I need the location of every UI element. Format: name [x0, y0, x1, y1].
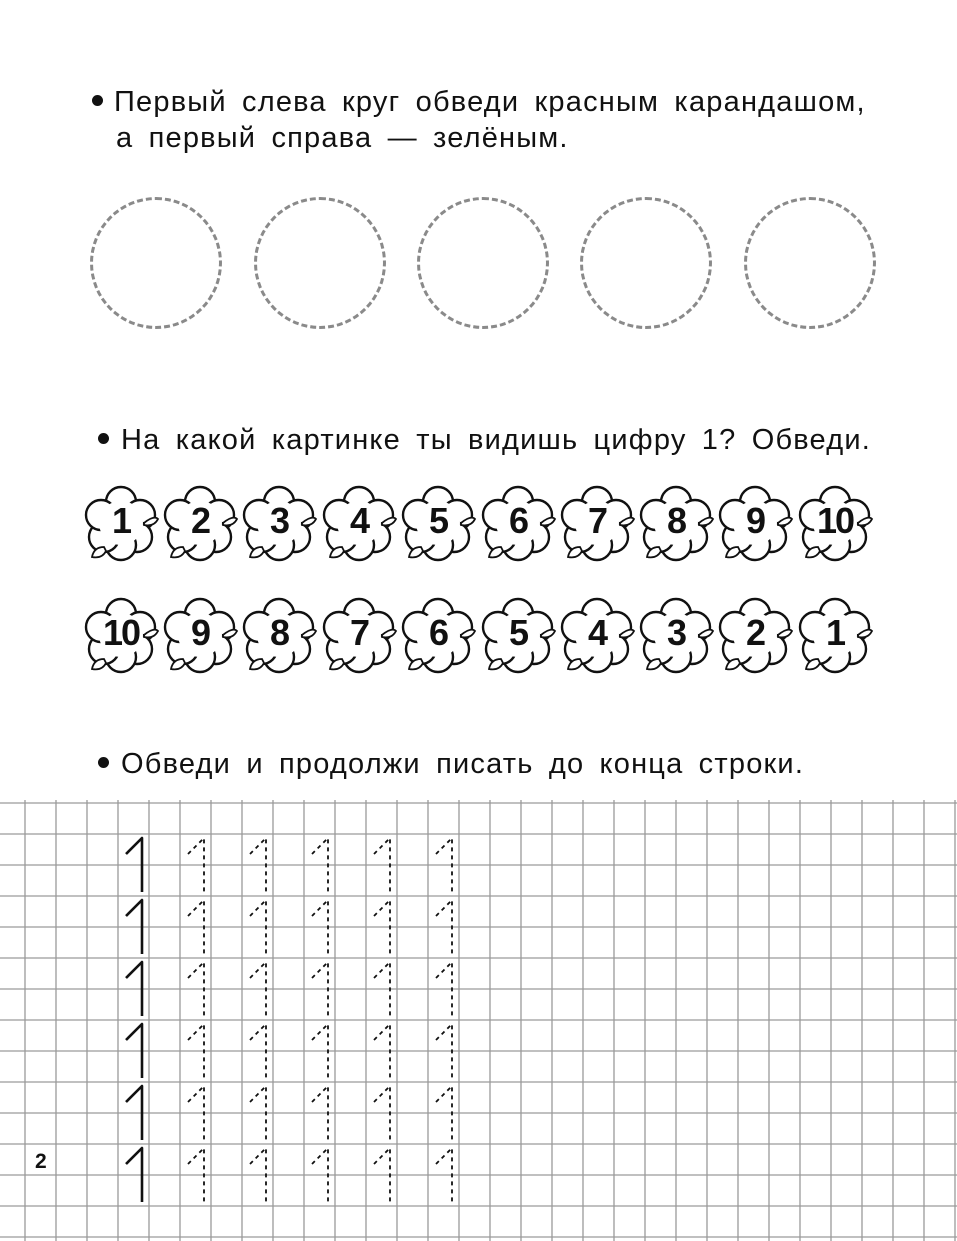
flower-number: 10: [102, 612, 140, 653]
dashed-circle-3[interactable]: [417, 197, 549, 329]
flower-number: 4: [349, 500, 369, 541]
flower-number: 4: [587, 612, 607, 653]
bullet-icon: [92, 95, 103, 106]
bullet-icon: [98, 433, 109, 444]
dashed-circle-1[interactable]: [90, 197, 222, 329]
flower-card[interactable]: [82, 485, 160, 563]
flower-number: 10: [816, 500, 854, 541]
flower-number: 5: [508, 612, 528, 653]
flower-card[interactable]: [558, 597, 636, 675]
flower-number: 7: [587, 500, 607, 541]
flower-number: 9: [190, 612, 210, 653]
flower-card[interactable]: [399, 485, 477, 563]
flower-card[interactable]: [796, 485, 874, 563]
flower-card[interactable]: [479, 485, 557, 563]
task-instruction-line: Обведи и продолжи писать до конца строки.: [121, 748, 805, 780]
flower-number: 3: [666, 612, 686, 653]
flower-card[interactable]: [240, 485, 318, 563]
flower-row-ascending: [0, 485, 957, 565]
flower-number: 8: [666, 500, 686, 541]
flower-number: 2: [190, 500, 210, 541]
flower-card[interactable]: [637, 597, 715, 675]
flower-card[interactable]: [320, 485, 398, 563]
flower-number: 8: [269, 612, 289, 653]
flower-card[interactable]: [796, 597, 874, 675]
flower-number: 5: [428, 500, 448, 541]
grid-lines: [0, 800, 957, 1241]
flower-card[interactable]: [479, 597, 557, 675]
flower-card[interactable]: [637, 485, 715, 563]
flower-number: 6: [508, 500, 528, 541]
dashed-circle-5[interactable]: [744, 197, 876, 329]
flower-card[interactable]: [82, 597, 160, 675]
bullet-icon: [98, 757, 109, 768]
dashed-circle-2[interactable]: [254, 197, 386, 329]
dashed-circle-4[interactable]: [580, 197, 712, 329]
writing-grid[interactable]: [0, 800, 957, 1241]
flower-number: 1: [825, 612, 845, 653]
flower-card[interactable]: [558, 485, 636, 563]
flower-row-descending: [0, 597, 957, 677]
flower-card[interactable]: [161, 485, 239, 563]
flower-number: 9: [745, 500, 765, 541]
flower-card[interactable]: [161, 597, 239, 675]
flower-card[interactable]: [320, 597, 398, 675]
page-number: 2: [35, 1150, 47, 1173]
flower-number: 2: [745, 612, 765, 653]
flower-number: 1: [111, 500, 131, 541]
flower-card[interactable]: [240, 597, 318, 675]
flower-number: 3: [269, 500, 289, 541]
flower-card[interactable]: [716, 597, 794, 675]
flower-card[interactable]: [399, 597, 477, 675]
task-instruction-line: а первый справа — зелёным.: [116, 122, 569, 154]
task-instruction-line: На какой картинке ты видишь цифру 1? Обведи.: [121, 424, 872, 456]
flower-card[interactable]: [716, 485, 794, 563]
flower-number: 7: [349, 612, 369, 653]
task-instruction-line: Первый слева круг обведи красным карандашом,: [114, 86, 866, 118]
flower-number: 6: [428, 612, 448, 653]
